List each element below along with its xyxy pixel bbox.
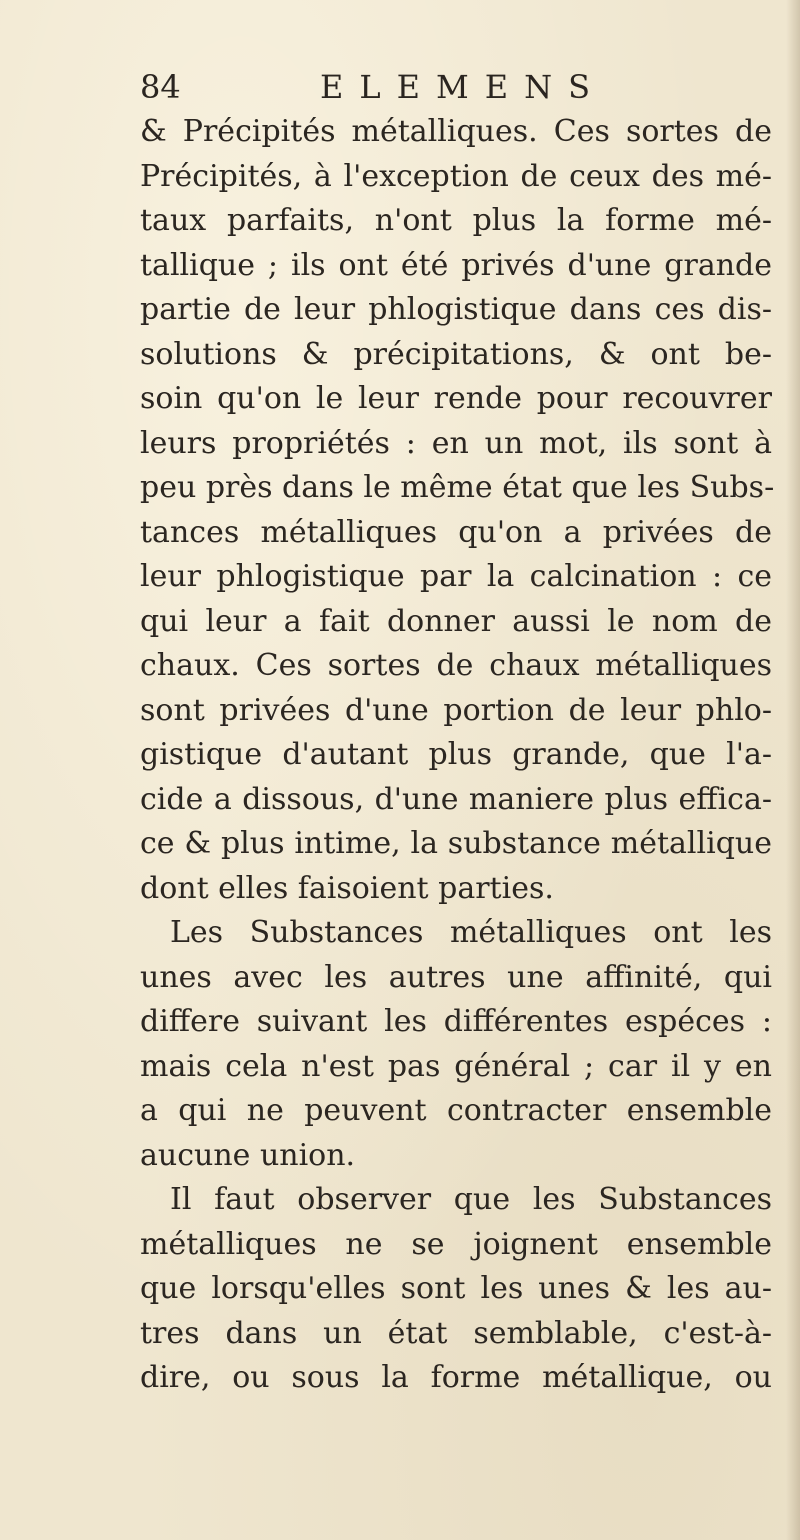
- text-line: mais cela n'est pas général ; car il y en: [140, 1048, 772, 1084]
- text-line: que lorsqu'elles sont les unes & les au-: [140, 1271, 772, 1306]
- text-line-paragraph-end: aucune union.: [140, 1137, 356, 1173]
- text-line: ce & plus intime, la substance métallique: [140, 826, 772, 861]
- text-line: a qui ne peuvent contracter ensemble: [140, 1093, 772, 1128]
- page-number: 84: [140, 68, 181, 106]
- text-line: chaux. Ces sortes de chaux métalliques: [140, 648, 772, 683]
- text-line: leurs propriétés : en un mot, ils sont à: [140, 425, 772, 461]
- text-line-paragraph-start: Il faut observer que les Substances: [170, 1182, 772, 1217]
- text-line: gistique d'autant plus grande, que l'a-: [140, 737, 772, 772]
- text-line: tallique ; ils ont été privés d'une grande: [140, 247, 772, 283]
- text-line: leur phlogistique par la calcination : ce: [140, 559, 772, 594]
- text-line: & Précipités métalliques. Ces sortes de: [140, 114, 772, 149]
- text-line: métalliques ne se joignent ensemble: [140, 1226, 772, 1262]
- running-title: ELEMENS: [320, 68, 607, 106]
- text-line: Précipités, à l'exception de ceux des mé-: [140, 158, 772, 194]
- text-line: dire, ou sous la forme métallique, ou: [140, 1360, 772, 1395]
- body-text: [140, 110, 775, 1401]
- text-line: peu près dans le même état que les Subs-: [140, 470, 775, 505]
- text-line: soin qu'on le leur rende pour recouvrer: [140, 381, 772, 416]
- text-line: tres dans un état semblable, c'est-à-: [140, 1315, 772, 1351]
- text-line: tances métalliques qu'on a privées de: [140, 514, 772, 550]
- text-line-paragraph-start: Les Substances métalliques ont les: [170, 915, 772, 950]
- text-line-paragraph-end: dont elles faisoient parties.: [140, 870, 554, 906]
- text-line: solutions & précipitations, & ont be-: [140, 336, 772, 372]
- text-line: taux parfaits, n'ont plus la forme mé-: [140, 203, 772, 238]
- text-line: sont privées d'une portion de leur phlo-: [140, 692, 772, 728]
- text-line: partie de leur phlogistique dans ces dis-: [140, 292, 772, 327]
- text-line: differe suivant les différentes espéces :: [140, 1004, 772, 1039]
- running-head: [140, 62, 700, 112]
- text-line: qui leur a fait donner aussi le nom de: [140, 603, 772, 639]
- text-line: cide a dissous, d'une maniere plus effica-: [140, 781, 772, 817]
- text-line: unes avec les autres une affinité, qui: [140, 959, 772, 995]
